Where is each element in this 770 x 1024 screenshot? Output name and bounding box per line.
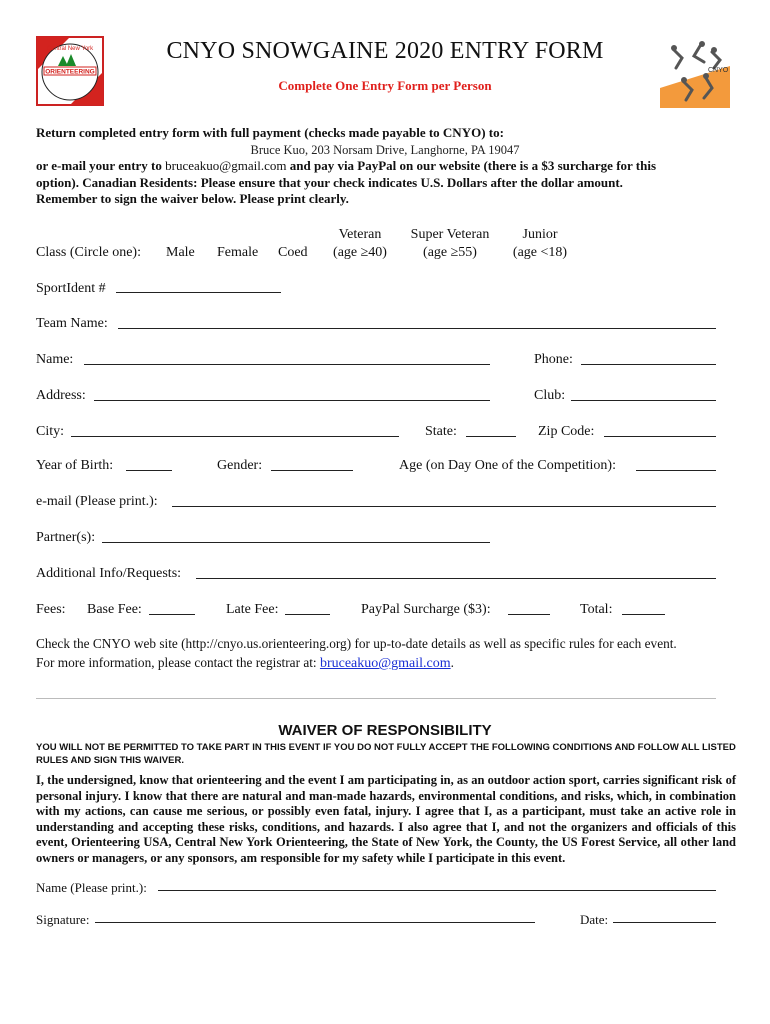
team-name-label: Team Name: <box>36 316 108 331</box>
paypal-surcharge-input[interactable] <box>508 614 550 615</box>
logo-band-text: ORIENTEERING <box>45 68 95 76</box>
registrar-info <box>36 655 454 672</box>
year-of-birth-input[interactable] <box>126 470 172 471</box>
sportident-label: SportIdent # <box>36 281 106 296</box>
instructions-line5: Remember to sign the waiver below. Please print clearly. <box>36 191 349 206</box>
city-label: City: <box>36 424 65 439</box>
state-input[interactable] <box>466 436 516 437</box>
age-label: Age (on Day One of the Competition): <box>399 458 616 473</box>
partners-input[interactable] <box>102 542 490 543</box>
instructions-text: and pay via PayPal on our website (there is a $3 surcharge for this <box>286 158 657 173</box>
state-label: State: <box>425 424 457 439</box>
date-input[interactable] <box>613 922 716 923</box>
phone-input[interactable] <box>581 364 716 365</box>
club-input[interactable] <box>571 400 716 401</box>
waiver-name-input[interactable] <box>158 890 716 891</box>
logo-top-text: Central New York <box>46 46 94 52</box>
instructions-line4: option). Canadian Residents: Please ensure that your check indicates U.S. Dollars after the dollar amount. <box>36 175 623 190</box>
additional-info-input[interactable] <box>196 578 716 579</box>
class-option-veteran[interactable]: Veteran <box>338 227 382 242</box>
class-option-junior[interactable]: Junior <box>522 227 558 242</box>
city-input[interactable] <box>71 436 399 437</box>
gender-label: Gender: <box>217 458 263 473</box>
instructions-line1: Return completed entry form with full payment (checks made payable to CNYO) to: <box>36 125 504 140</box>
signature-input[interactable] <box>95 922 535 923</box>
veteran-age: (age ≥40) <box>333 245 387 260</box>
registrar-text: . <box>450 655 454 670</box>
late-fee-input[interactable] <box>285 614 330 615</box>
gender-input[interactable] <box>271 470 353 471</box>
super-veteran-age: (age ≥55) <box>423 245 477 260</box>
additional-info-label: Additional Info/Requests: <box>36 566 182 581</box>
class-option-female[interactable]: Female <box>217 245 259 260</box>
waiver-name-label: Name (Please print.): <box>36 880 147 895</box>
logo-right-text: CNYO <box>708 67 729 74</box>
mailing-address: Bruce Kuo, 203 Norsam Drive, Langhorne, PA 19047 <box>250 143 520 157</box>
class-label: Class (Circle one): <box>36 245 141 260</box>
class-option-super-veteran[interactable]: Super Veteran <box>410 227 490 242</box>
team-name-input[interactable] <box>118 328 716 329</box>
paypal-surcharge-label: PayPal Surcharge ($3): <box>361 602 491 617</box>
age-input[interactable] <box>636 470 716 471</box>
base-fee-label: Base Fee: <box>87 602 142 617</box>
waiver-notice: YOU WILL NOT BE PERMITTED TO TAKE PART IN THIS EVENT IF YOU DO NOT FULLY ACCEPT THE FOLLOWING CONDITIONS AND FOLLOW ALL LISTED RULES AND SIGN THIS WAIVER. <box>36 742 736 766</box>
zip-input[interactable] <box>604 436 716 437</box>
instructions-text: or e-mail your entry to <box>36 158 166 173</box>
email-label: e-mail (Please print.): <box>36 494 158 509</box>
club-label: Club: <box>534 388 566 403</box>
total-label: Total: <box>580 602 613 617</box>
total-input[interactable] <box>622 614 665 615</box>
year-of-birth-label: Year of Birth: <box>36 458 114 473</box>
address-label: Address: <box>36 388 86 403</box>
class-option-coed[interactable]: Coed <box>278 245 308 260</box>
waiver-body: I, the undersigned, know that orienteering and the event I am participating in, as an outdoor action sport, carries significant risk of personal injury. I know that there are natural and man-made hazards, environmental conditions, and risks, which, in combination with my actions, can cause me serious, or possibly even fatal, injury. I agree that I, as a participant, must take an active role in understanding and accepting these risks, conditions, and hazards. I also agree that I, and not the organizers and officials of this event, Orienteering USA, Central New York Orienteering, the State of New York, the County, the US Forest Service, all other land owners or managers, or any sponsors, am responsible for my safety while I participate in this event. <box>36 773 736 865</box>
late-fee-label: Late Fee: <box>226 602 279 617</box>
email-input[interactable] <box>172 506 716 507</box>
date-label: Date: <box>580 912 609 927</box>
instructions-line3 <box>36 158 718 175</box>
waiver-title: WAIVER OF RESPONSIBILITY <box>278 722 492 739</box>
base-fee-input[interactable] <box>149 614 195 615</box>
name-label: Name: <box>36 352 74 367</box>
form-title: CNYO SNOWGAINE 2020 ENTRY FORM <box>166 38 604 64</box>
section-divider <box>36 698 716 699</box>
form-subtitle: Complete One Entry Form per Person <box>278 78 492 93</box>
registrar-text: For more information, please contact the registrar at: <box>36 655 320 670</box>
fees-label: Fees: <box>36 602 66 617</box>
zip-label: Zip Code: <box>538 424 595 439</box>
sportident-input[interactable] <box>116 292 281 293</box>
class-option-male[interactable]: Male <box>166 245 195 260</box>
phone-label: Phone: <box>534 352 573 367</box>
name-input[interactable] <box>84 364 490 365</box>
address-input[interactable] <box>94 400 490 401</box>
website-info: Check the CNYO web site (http://cnyo.us.orienteering.org) for up-to-date details as well as specific rules for each event. <box>36 636 677 651</box>
partners-label: Partner(s): <box>36 530 96 545</box>
signature-label: Signature: <box>36 912 90 927</box>
junior-age: (age <18) <box>512 245 568 260</box>
email-text: bruceakuo@gmail.com <box>165 158 287 173</box>
registrar-email-link[interactable]: bruceakuo@gmail.com <box>319 656 451 671</box>
